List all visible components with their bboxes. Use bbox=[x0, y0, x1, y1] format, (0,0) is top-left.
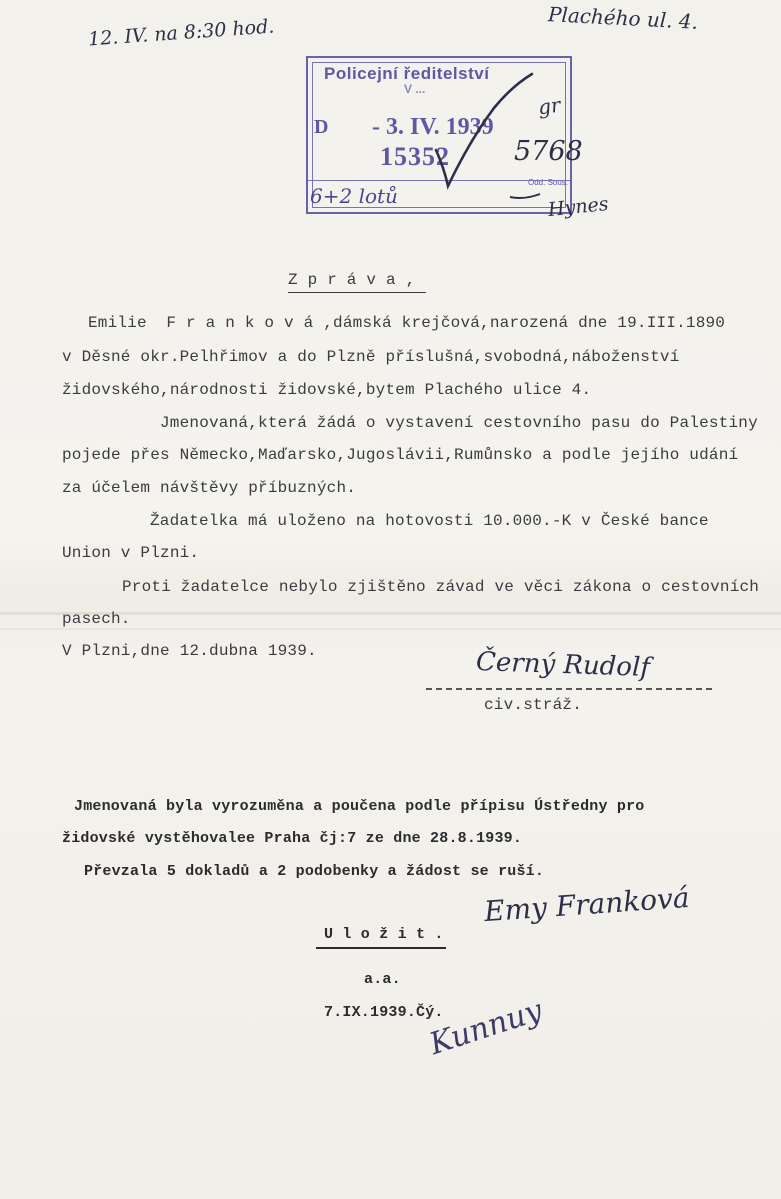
body-line: Proti žadatelce nebylo zjištěno závad ve věci zákona o cestovních bbox=[122, 578, 760, 596]
file-instruction-underline bbox=[316, 947, 446, 949]
body-line: Jmenovaná,která žádá o vystavení cestovního pasu do Palestiny bbox=[160, 414, 758, 432]
body-line: v Děsné okr.Pelhřimov a do Plzně příslušná,svobodná,náboženství bbox=[62, 348, 680, 366]
body-line: Emilie F r a n k o v á ,dámská krejčová,narozená dne 19.III.1890 bbox=[88, 314, 726, 332]
aa-label: a.a. bbox=[364, 971, 401, 988]
stamp-date: - 3. IV. 1939 bbox=[372, 114, 494, 140]
fold-line bbox=[0, 628, 781, 630]
stamp-initials: Hynes bbox=[547, 192, 610, 222]
body-line: za účelem návštěvy příbuzných. bbox=[62, 479, 357, 497]
note-line: židovské vystěhovalee Praha čj:7 ze dne 28.8.1939. bbox=[62, 830, 523, 847]
stamp-hand-number: 5768 bbox=[514, 136, 583, 167]
stamp-hand-mark: gr bbox=[536, 92, 562, 120]
stamp-header: Policejní ředitelství bbox=[324, 64, 490, 83]
note-line: Jmenovaná byla vyrozuměna a poučena podle přípisu Ústředny pro bbox=[74, 798, 645, 815]
stamp-corner-label: Odd. Sous. bbox=[528, 178, 569, 187]
title-underline bbox=[288, 292, 426, 293]
file-date: 7.IX.1939.Čý. bbox=[324, 1004, 444, 1021]
officer-role: civ.stráž. bbox=[484, 696, 583, 714]
body-line: pojede přes Německo,Maďarsko,Jugoslávii,Rumůnsko a podle jejího udání bbox=[62, 446, 739, 464]
report-title: Z p r á v a , bbox=[288, 271, 416, 289]
officer-signature: Černý Rudolf bbox=[475, 646, 651, 684]
handwritten-appointment-note: 12. IV. na 8:30 hod. bbox=[87, 15, 275, 51]
body-line: Union v Plzni. bbox=[62, 544, 200, 562]
file-instruction: U l o ž i t . bbox=[324, 926, 444, 943]
body-line: pasech. bbox=[62, 610, 131, 628]
stamp-lots-note: 6+2 lotů bbox=[310, 184, 398, 208]
body-line: židovského,národnosti židovské,bytem Plachého ulice 4. bbox=[62, 381, 592, 399]
note-line: Převzala 5 dokladů a 2 podobenky a žádost se ruší. bbox=[84, 863, 545, 880]
stamp-date-prefix: D bbox=[314, 116, 329, 138]
place-and-date: V Plzni,dne 12.dubna 1939. bbox=[62, 642, 317, 660]
check-mark-icon bbox=[0, 0, 781, 260]
handwritten-address-note: Plachého ul. 4. bbox=[547, 2, 699, 34]
stamp-header-line2: V ... bbox=[404, 82, 426, 96]
signature-line bbox=[426, 688, 712, 690]
body-line: Žadatelka má uloženo na hotovosti 10.000.-K v České bance bbox=[150, 512, 709, 530]
final-signature: Kunnuy bbox=[425, 992, 547, 1063]
stamp-number: 15352 bbox=[380, 142, 450, 171]
applicant-signature: Emy Franková bbox=[483, 880, 691, 929]
